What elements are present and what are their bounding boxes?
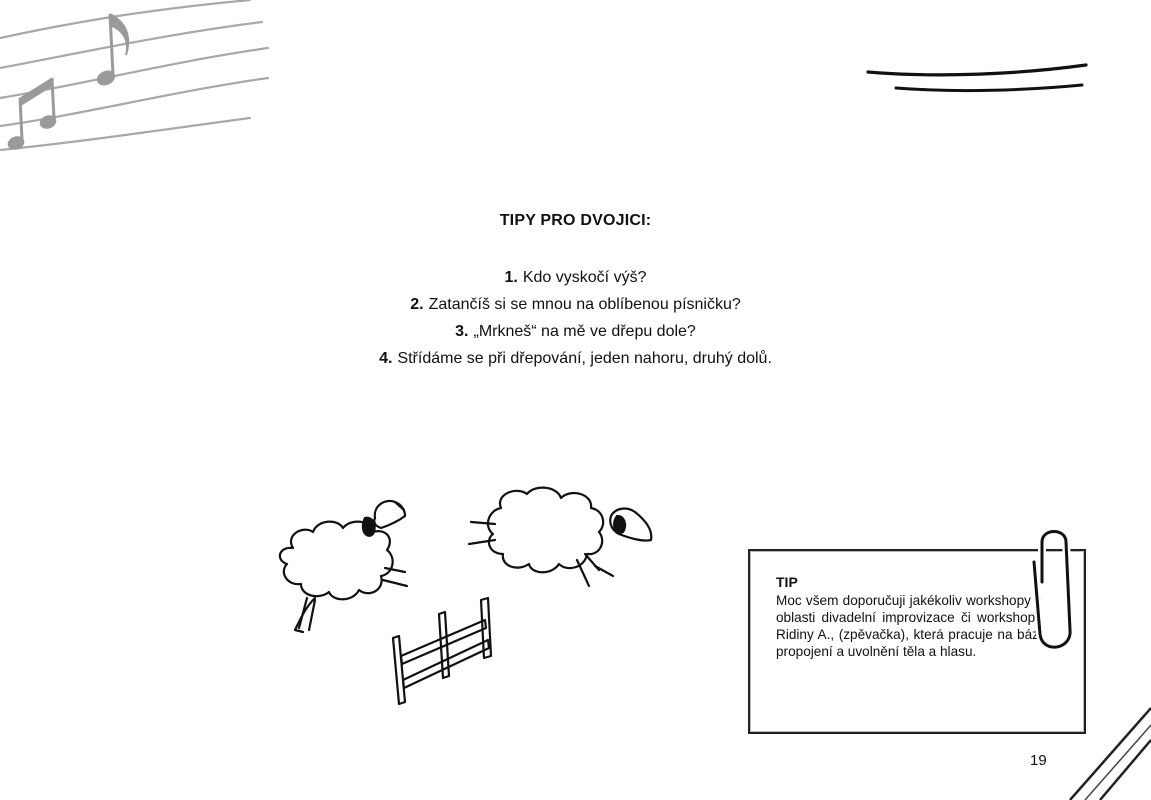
tip-number: 4. [379,350,393,367]
paperclip-icon [1020,522,1078,657]
tip-text: Střídáme se při dřepování, jeden nahoru, druhý dolů. [397,350,772,367]
tips-list [0,264,1151,372]
brush-stroke-decoration [860,58,1095,103]
sheep-icon [280,501,407,632]
sheep-illustration [255,480,675,715]
section-heading: TIPY PRO DVOJICI: [499,212,652,229]
page-number: 19 [1030,752,1047,769]
tip-item [0,318,1151,345]
tip-number: 1. [504,269,518,286]
music-notes-icon [0,0,270,160]
tip-item [0,264,1151,291]
tip-text: Zatančíš si se mnou na oblíbenou písničku? [428,296,741,313]
tip-number: 3. [455,323,469,340]
fence-icon [393,598,491,704]
tip-item [0,345,1151,372]
tip-text: „Mrkneš“ na mě ve dřepu dole? [473,323,696,340]
tip-number: 2. [410,296,424,313]
tip-box-title: TIP [776,574,798,590]
sheep-icon [469,488,651,586]
tip-text: Kdo vyskočí výš? [522,269,647,286]
tip-item [0,291,1151,318]
tip-box-body: Moc všem doporučuji jakékoliv workshopy z oblasti divadelní improvizace či workshopy Ridiny A., (zpěvačka), která pracuje na bázi propojení a uvolnění těla a hlasu. [776,593,1042,659]
